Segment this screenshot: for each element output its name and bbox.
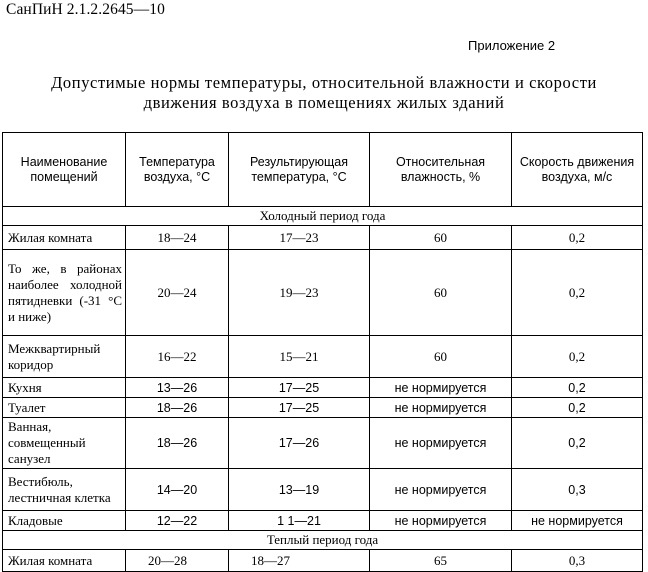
column-header-air-speed: Скорость движения воздуха, м/с — [512, 133, 643, 207]
air-speed: 0,3 — [512, 469, 643, 511]
column-header-humidity: Относительная влажность, % — [370, 133, 512, 207]
table-row — [3, 378, 643, 398]
air-temp: 18—26 — [126, 418, 229, 469]
air-temp: 18—24 — [126, 226, 229, 250]
air-temp: 18—26 — [126, 398, 229, 418]
humidity: 60 — [370, 336, 512, 378]
result-temp: 13—19 — [229, 469, 370, 511]
table-row — [3, 550, 643, 572]
humidity: не нормируется — [370, 418, 512, 469]
humidity: не нормируется — [370, 398, 512, 418]
air-speed: 0,2 — [512, 336, 643, 378]
result-temp: 17—26 — [229, 418, 370, 469]
room-name: Жилая комната — [3, 550, 126, 572]
table-row — [3, 336, 643, 378]
room-name: Кладовые — [3, 511, 126, 531]
room-name: Межквартирный коридор — [3, 336, 126, 378]
appendix-label: Приложение 2 — [468, 38, 556, 53]
room-name: Вестибюль, лестничная клетка — [3, 469, 126, 511]
section-warm — [3, 531, 643, 550]
air-speed: 0,3 — [512, 550, 643, 572]
document-code: СанПиН 2.1.2.2645—10 — [6, 1, 165, 18]
result-temp: 1 1—21 — [229, 511, 370, 531]
column-header-result-temp: Результирующая температура, °С — [229, 133, 370, 207]
air-speed: 0,2 — [512, 378, 643, 398]
section-label-warm: Теплый период года — [3, 531, 643, 550]
table-row — [3, 418, 643, 469]
air-speed: 0,2 — [512, 250, 643, 336]
humidity: 60 — [370, 226, 512, 250]
table-row — [3, 226, 643, 250]
humidity: не нормируется — [370, 378, 512, 398]
room-name: Ванная, совмещенный санузел — [3, 418, 126, 469]
column-header-air-temp: Температура воздуха, °С — [126, 133, 229, 207]
air-speed: 0,2 — [512, 418, 643, 469]
result-temp: 18—27 — [229, 550, 370, 572]
norms-table — [2, 132, 643, 572]
document-title — [0, 73, 648, 113]
result-temp: 17—23 — [229, 226, 370, 250]
room-name: Туалет — [3, 398, 126, 418]
title-line-1: Допустимые нормы температуры, относительной влажности и скорости — [51, 73, 597, 92]
title-line-2: движения воздуха в помещениях жилых зданий — [143, 93, 505, 112]
air-speed: не нормируется — [512, 511, 643, 531]
room-name: То же, в районах наиболее холодной пятидневки (-31 °С и ниже) — [3, 250, 126, 336]
room-name: Кухня — [3, 378, 126, 398]
result-temp: 19—23 — [229, 250, 370, 336]
air-temp: 14—20 — [126, 469, 229, 511]
table-row — [3, 511, 643, 531]
humidity: не нормируется — [370, 511, 512, 531]
air-speed: 0,2 — [512, 398, 643, 418]
column-header-room: Наименование помещений — [3, 133, 126, 207]
air-temp: 20—24 — [126, 250, 229, 336]
section-label-cold: Холодный период года — [3, 207, 643, 226]
result-temp: 17—25 — [229, 378, 370, 398]
humidity: 65 — [370, 550, 512, 572]
section-cold — [3, 207, 643, 226]
air-temp: 13—26 — [126, 378, 229, 398]
air-temp: 16—22 — [126, 336, 229, 378]
table-row — [3, 398, 643, 418]
table-header-row — [3, 133, 643, 207]
result-temp: 17—25 — [229, 398, 370, 418]
table-row — [3, 469, 643, 511]
air-temp: 12—22 — [126, 511, 229, 531]
table-row — [3, 250, 643, 336]
air-speed: 0,2 — [512, 226, 643, 250]
air-temp: 20—28 — [126, 550, 229, 572]
humidity: 60 — [370, 250, 512, 336]
result-temp: 15—21 — [229, 336, 370, 378]
humidity: не нормируется — [370, 469, 512, 511]
room-name: Жилая комната — [3, 226, 126, 250]
